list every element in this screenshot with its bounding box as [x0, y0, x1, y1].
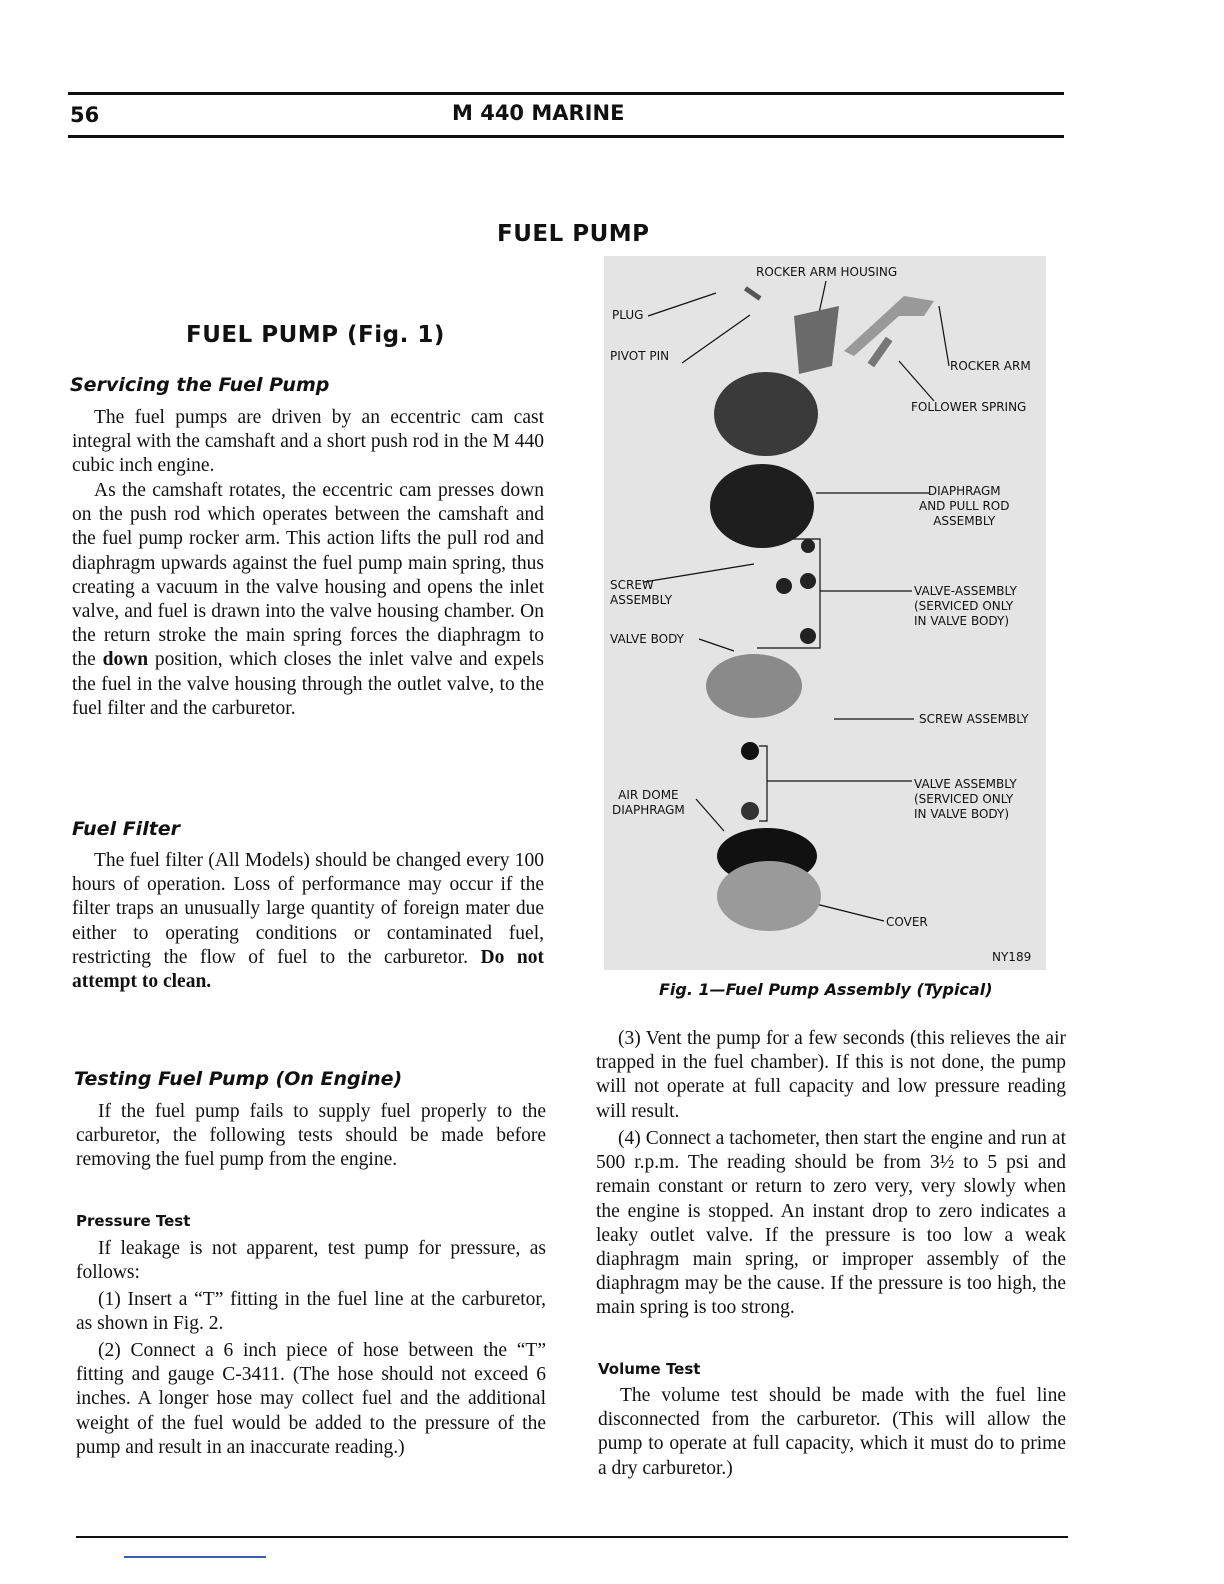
- valve-body-part: [706, 654, 802, 718]
- housing-diaphragm-part: [714, 372, 818, 456]
- pressure-step-3: (3) Vent the pump for a few seconds (this relieves the air trapped in the fuel chamber). If this is not done, the pump will not operate at full capacity and low pressure reading will result.: [596, 1028, 1066, 1122]
- footer-link-underline: [124, 1556, 266, 1558]
- label-figure-code: NY189: [992, 950, 1032, 964]
- label-valve-body: VALVE BODY: [610, 632, 685, 646]
- air-dome-leader: [696, 799, 724, 831]
- diaphragm-part: [710, 464, 814, 548]
- rocker-arm-leader: [939, 306, 949, 366]
- testing-heading: Testing Fuel Pump (On Engine): [74, 1068, 403, 1090]
- label-valve-assembly-1: VALVE-ASSEMBLY (SERVICED ONLY IN VALVE BODY): [914, 584, 1017, 628]
- page-number: 56: [70, 103, 100, 127]
- fuel-pump-figure: [604, 256, 1046, 970]
- label-valve-assembly-2: VALVE ASSEMBLY (SERVICED ONLY IN VALVE BODY): [914, 777, 1017, 821]
- label-cover: COVER: [886, 915, 928, 929]
- plug-leader: [648, 293, 716, 316]
- header-top-rule: [68, 92, 1064, 95]
- servicing-paragraph-1: The fuel pumps are driven by an eccentric cam cast integral with the camshaft and a short push rod in the M 440 cubic inch engine.: [72, 407, 544, 477]
- label-pivot-pin: PIVOT PIN: [610, 349, 670, 363]
- pressure-test-heading: Pressure Test: [76, 1212, 191, 1230]
- pivot-pin-part: [744, 286, 762, 300]
- label-air-dome: AIR DOME DIAPHRAGM: [612, 788, 685, 817]
- label-screw-assembly-left: SCREW ASSEMBLY: [610, 578, 673, 607]
- page-title: FUEL PUMP: [497, 221, 650, 247]
- footer-rule: [76, 1536, 1068, 1538]
- volume-test-paragraph: The volume test should be made with the fuel line disconnected from the carburetor. (This will allow the pump to operate at full capacity, which it must do to prime a dry carburetor.): [598, 1385, 1066, 1479]
- servicing-paragraph-2: As the camshaft rotates, the eccentric cam presses down on the push rod which operates between the camshaft and the fuel pump rocker arm. This action lifts the pull rod and diaphragm upwards against the fuel pump main spring, thus creating a vacuum in the valve housing and opens the inlet valve, and fuel is drawn into the valve housing chamber. On the return stroke the main spring forces the diaphragm to the down position, which closes the inlet valve and expels the fuel in the valve housing through the outlet valve, to the fuel filter and the carburetor.: [72, 480, 544, 719]
- fuel-filter-heading: Fuel Filter: [72, 818, 181, 840]
- volume-test-heading: Volume Test: [598, 1360, 701, 1378]
- pivot-pin-leader: [682, 315, 750, 363]
- follower-spring-leader: [899, 361, 934, 401]
- label-screw-assembly-right: SCREW ASSEMBLY: [919, 712, 1029, 726]
- running-header-title: M 440 MARINE: [452, 101, 625, 125]
- label-diaphragm: DIAPHRAGM AND PULL ROD ASSEMBLY: [919, 484, 1010, 528]
- spring-part: [868, 337, 893, 368]
- pressure-step-4: (4) Connect a tachometer, then start the engine and run at 500 r.p.m. The reading should be from 3½ to 5 psi and remain constant or return to zero very, very slowly when the engine is stopped. An instant drop to zero indicates a leaky outlet valve. If the pressure is too low a weak diaphragm main spring, or improper assembly of the diaphragm may be the cause. If the pressure is too high, the main spring is too strong.: [596, 1128, 1066, 1319]
- fuel-filter-paragraph: The fuel filter (All Models) should be changed every 100 hours of operation. Loss of performance may occur if the filter traps an unusually large quantity of foreign mater due either to operating conditions or contaminated fuel, restricting the flow of fuel to the carburetor. Do not attempt to clean.: [72, 850, 545, 993]
- label-rocker-arm-housing: ROCKER ARM HOUSING: [756, 265, 898, 279]
- label-follower-spring: FOLLOWER SPRING: [911, 400, 1027, 414]
- rocker-housing-part: [794, 306, 839, 374]
- cover-part: [717, 861, 821, 931]
- section-title: FUEL PUMP (Fig. 1): [186, 322, 445, 348]
- testing-paragraph-1: If the fuel pump fails to supply fuel properly to the carburetor, the following tests should be made before removing the fuel pump from the engine.: [76, 1101, 546, 1171]
- pressure-step-2: (2) Connect a 6 inch piece of hose between the “T” fitting and gauge C-3411. (The hose should not exceed 6 inches. A longer hose may collect fuel and the additional weight of the fuel would be added to the pressure of the pump and result in an inaccurate reading.): [76, 1340, 546, 1458]
- rocker-arm-part: [844, 296, 934, 356]
- valve-box-2: [759, 746, 767, 821]
- cover-leader: [816, 904, 884, 921]
- pressure-step-1: (1) Insert a “T” fitting in the fuel line at the carburetor, as shown in Fig. 2.: [76, 1289, 546, 1335]
- label-plug: PLUG: [612, 308, 644, 322]
- servicing-heading: Servicing the Fuel Pump: [70, 374, 330, 396]
- figure-caption: Fig. 1—Fuel Pump Assembly (Typical): [659, 980, 993, 999]
- valve-body-leader: [699, 639, 734, 651]
- label-rocker-arm: ROCKER ARM: [950, 359, 1031, 373]
- pressure-test-paragraph: If leakage is not apparent, test pump for pressure, as follows:: [76, 1238, 546, 1284]
- header-bottom-rule: [68, 135, 1064, 138]
